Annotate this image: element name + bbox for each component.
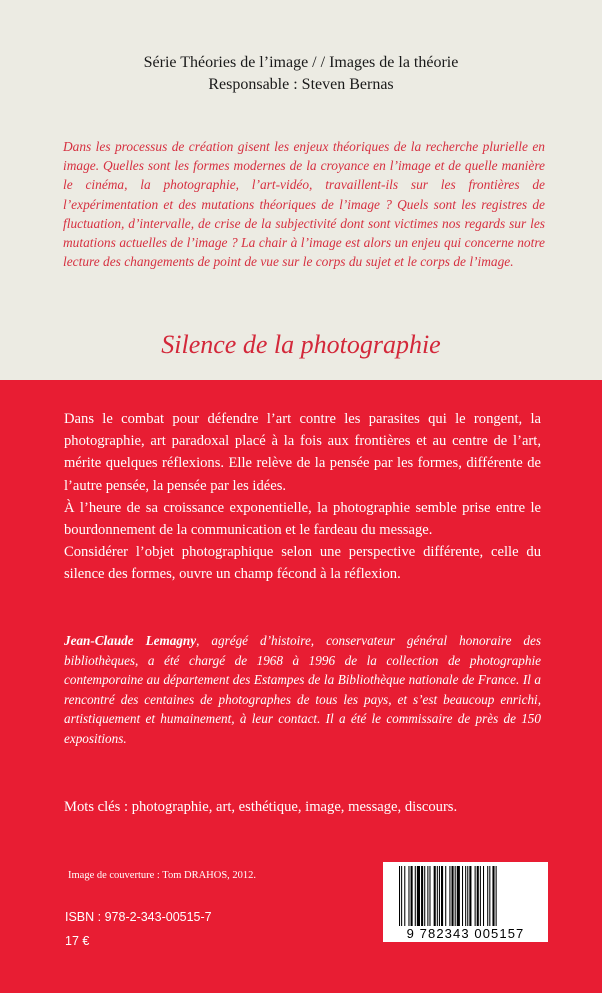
barcode-bar (452, 866, 454, 926)
author-name: Jean-Claude Lemagny (64, 633, 197, 648)
cover-image-credit: Image de couverture : Tom DRAHOS, 2012. (68, 870, 257, 881)
barcode-bar (475, 866, 476, 926)
barcode-bar (467, 866, 468, 926)
series-editor: Responsable : Steven Bernas (208, 76, 394, 93)
series-name: Série Théories de l’image / / Images de la théorie (143, 54, 459, 71)
barcode-bar (421, 866, 423, 926)
barcode-bar (439, 866, 440, 926)
description-paragraph: Considérer l’objet photographique selon une perspective différente, celle du silence des formes, ouvre un champ fécond à la réflexion. (64, 544, 541, 583)
barcode-bar (427, 866, 428, 926)
keywords: Mots clés : photographie, art, esthétique, image, message, discours. (64, 799, 458, 815)
barcode-bar (489, 866, 490, 926)
description-paragraph: Dans le combat pour défendre l’art contre les parasites qui le rongent, la photographie, art paradoxal placé à la fois aux frontières et au centre de l’art, mérite quelques réflexions. Elle relève de la pensée par les formes, différente de l’autre pensée, la pensée par les idées. (64, 411, 541, 494)
barcode-bar (457, 866, 460, 926)
barcode-bar (399, 866, 400, 926)
barcode-bar (462, 866, 463, 926)
barcode-bar (455, 866, 456, 926)
isbn: ISBN : 978-2-343-00515-7 (65, 910, 212, 924)
barcode-bar (492, 866, 494, 926)
barcode-bar (404, 866, 405, 926)
barcode-number: 9 782343 005157 (406, 926, 525, 941)
description-paragraph: À l’heure de sa croissance exponentielle, la photographie semble prise entre le bourdonnement de la communication et le fardeau du message. (64, 499, 541, 539)
barcode-bar (441, 866, 443, 926)
barcode-bar (487, 866, 488, 926)
barcode-bar (415, 866, 416, 926)
price: 17 € (65, 934, 90, 948)
barcode (383, 862, 548, 942)
book-title: Silence de la photographie (161, 330, 441, 359)
barcode-bar (434, 866, 436, 926)
book-description (64, 408, 541, 586)
barcode-bar (411, 866, 413, 926)
barcode-bar (429, 866, 430, 926)
barcode-bar (437, 866, 438, 926)
barcode-bar (483, 866, 484, 926)
barcode-bar (445, 866, 446, 926)
author-biography (64, 631, 541, 749)
barcode-bar (424, 866, 425, 926)
barcode-bar (408, 866, 409, 926)
barcode-bar (465, 866, 466, 926)
barcode-bar (449, 866, 450, 926)
barcode-bar (480, 866, 481, 926)
barcode-bars (383, 862, 548, 928)
barcode-bar (477, 866, 479, 926)
author-biography-text: , agrégé d’histoire, conservateur général honoraire des bibliothèques, a été chargé de 1968 à 1996 de la collection de photographie contemporaine au département des Estampes de la Bibliothèque nationale de France. Il a rencontré des centaines de photographes de tous les pays, et s’est beaucoup enrichi, artistiquement et humainement, à leur contact. Il a été le commissaire de près de 150 expositions. (64, 633, 541, 746)
series-introduction: Dans les processus de création gisent les enjeux théoriques de la recherche plurielle en image. Quelles sont les formes modernes de la croyance en l’image et de quelle manière le cinéma, la photographie, l’art-vidéo, travaillent-ils sur les frontières de l’expérimentation et des mutations théoriques de l’image ? Quels sont les registres de fluctuation, d’intervalle, de crise de la subjectivité dont sont victimes nos regards sur les mutations actuelles de l’image ? La chair à l’image est alors un enjeu qui concerne notre lecture des changements de point de vue sur le corps du sujet et le corps de l’image. (63, 139, 545, 270)
barcode-bar (469, 866, 471, 926)
barcode-bar (496, 866, 497, 926)
barcode-bar (401, 866, 402, 926)
series-info (0, 52, 602, 96)
barcode-bar (417, 866, 420, 926)
